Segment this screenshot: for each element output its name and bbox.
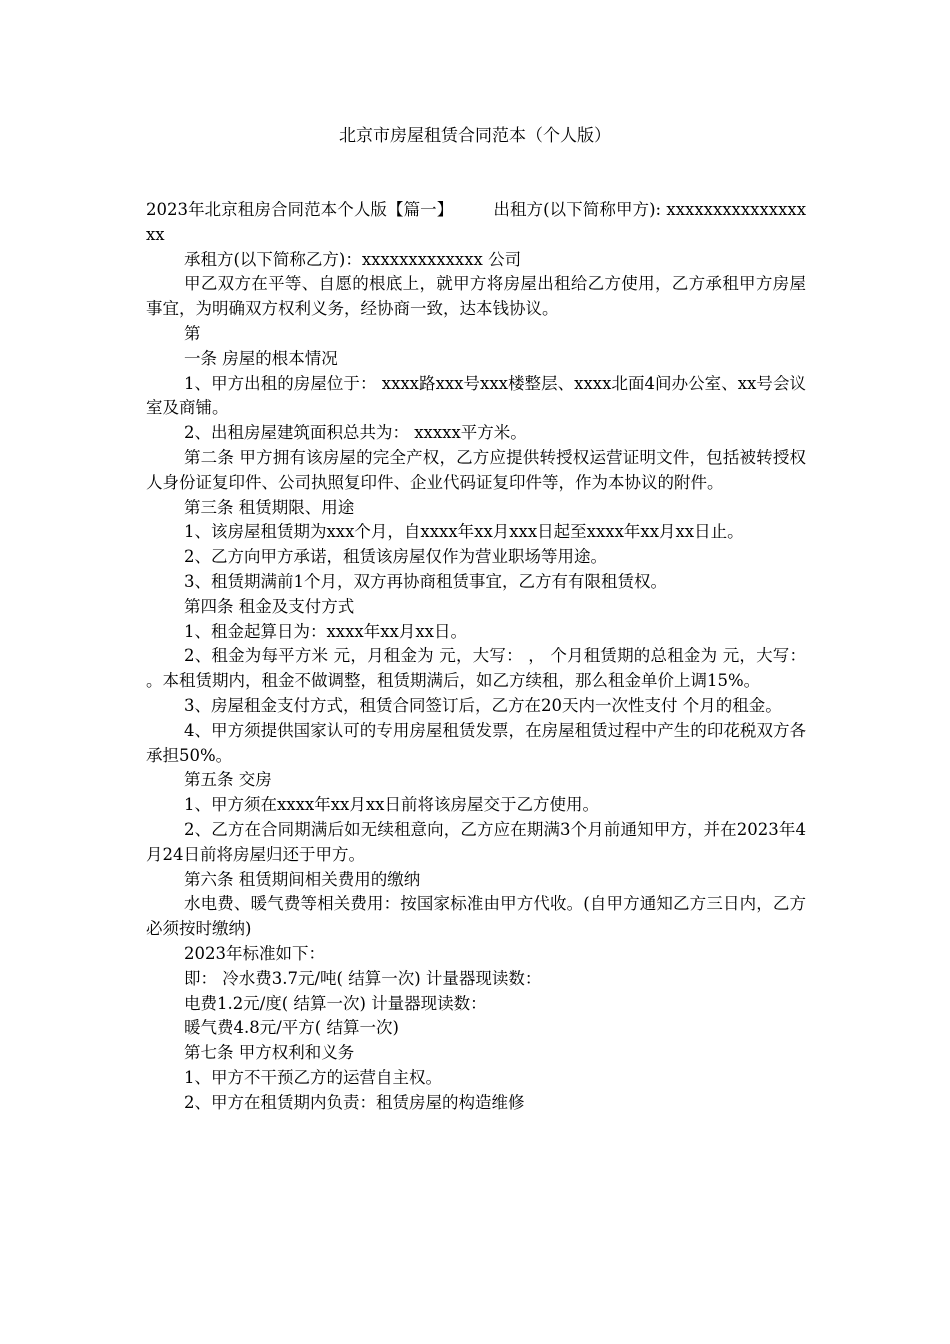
paragraph: 2、出租房屋建筑面积总共为： xxxxx平方米。	[184, 423, 527, 443]
paragraph: 电费1.2元/度( 结算一次) 计量器现读数：	[184, 993, 487, 1013]
paragraph: 第七条 甲方权利和义务	[184, 1043, 355, 1063]
paragraph: 1、该房屋租赁期为xxx个月，自xxxx年xx月xxx日起至xxxx年xx月xx日止。	[184, 522, 744, 542]
heading-paragraph	[146, 198, 806, 248]
paragraph: 第五条 交房	[184, 770, 272, 790]
paragraph: 2、乙方向甲方承诺，租赁该房屋仅作为营业职场等用途。	[184, 547, 607, 567]
paragraph: 甲乙双方在平等、自愿的根底上，就甲方将房屋出租给乙方使用，乙方承租甲方房屋事宜，为明确双方权利义务，经协商一致，达本钱协议。	[146, 274, 806, 319]
paragraph: 第二条 甲方拥有该房屋的完全产权，乙方应提供转授权运营证明文件，包括被转授权人身份证复印件、公司执照复印件、企业代码证复印件等，作为本协议的附件。	[146, 447, 806, 492]
paragraph: 第	[184, 323, 201, 343]
document-title: 北京市房屋租赁合同范本（个人版）	[339, 126, 611, 146]
paragraph: 即： 冷水费3.7元/吨( 结算一次) 计量器现读数：	[184, 968, 542, 988]
paragraph: 1、租金起算日为：xxxx年xx月xx日。	[184, 621, 467, 641]
paragraph: 水电费、暖气费等相关费用：按国家标准由甲方代收。(自甲方通知乙方三日内，乙方必须按时缴纳)	[146, 894, 806, 939]
paragraph: 承租方(以下简称乙方)：xxxxxxxxxxxxx 公司	[184, 249, 522, 269]
paragraph: 第三条 租赁期限、用途	[184, 497, 355, 517]
paragraph: 2023年标准如下：	[184, 943, 325, 963]
paragraph: 2、甲方在租赁期内负责：租赁房屋的构造维修	[184, 1092, 525, 1112]
paragraph: 第六条 租赁期间相关费用的缴纳	[184, 869, 421, 889]
paragraph: 1、甲方不干预乙方的运营自主权。	[184, 1067, 442, 1087]
paragraph: 2、租金为每平方米 元，月租金为 元，大写： ， 个月租赁期的总租金为 元，大写： 。本租赁期内，租金不做调整，租赁期满后，如乙方续租，那么租金单价上调15%。	[146, 646, 806, 691]
lessor-line: 出租方(以下简称甲方): xxxxxxxxxxxxxxxxx	[146, 200, 806, 244]
paragraph: 暖气费4.8元/平方( 结算一次)	[184, 1018, 399, 1038]
paragraph: 2、乙方在合同期满后如无续租意向，乙方应在期满3个月前通知甲方，并在2023年4月24日前将房屋归还于甲方。	[146, 819, 806, 864]
paragraph: 一条 房屋的根本情况	[184, 348, 338, 368]
document-body	[146, 198, 806, 1115]
paragraph: 3、房屋租金支付方式，租赁合同签订后，乙方在20天内一次性支付 个月的租金。	[184, 695, 782, 715]
paragraph: 1、甲方须在xxxx年xx月xx日前将该房屋交于乙方使用。	[184, 795, 599, 815]
paragraph: 第四条 租金及支付方式	[184, 596, 355, 616]
paragraph: 3、租赁期满前1个月，双方再协商租赁事宜，乙方有有限租赁权。	[184, 571, 667, 591]
paragraph: 4、甲方须提供国家认可的专用房屋租赁发票，在房屋租赁过程中产生的印花税双方各承担50%。	[146, 720, 806, 765]
paragraph: 1、甲方出租的房屋位于： xxxx路xxx号xxx楼整层、xxxx北面4间办公室、xx号会议室及商铺。	[146, 373, 806, 418]
section-heading: 2023年北京租房合同范本个人版【篇一】	[146, 200, 454, 219]
